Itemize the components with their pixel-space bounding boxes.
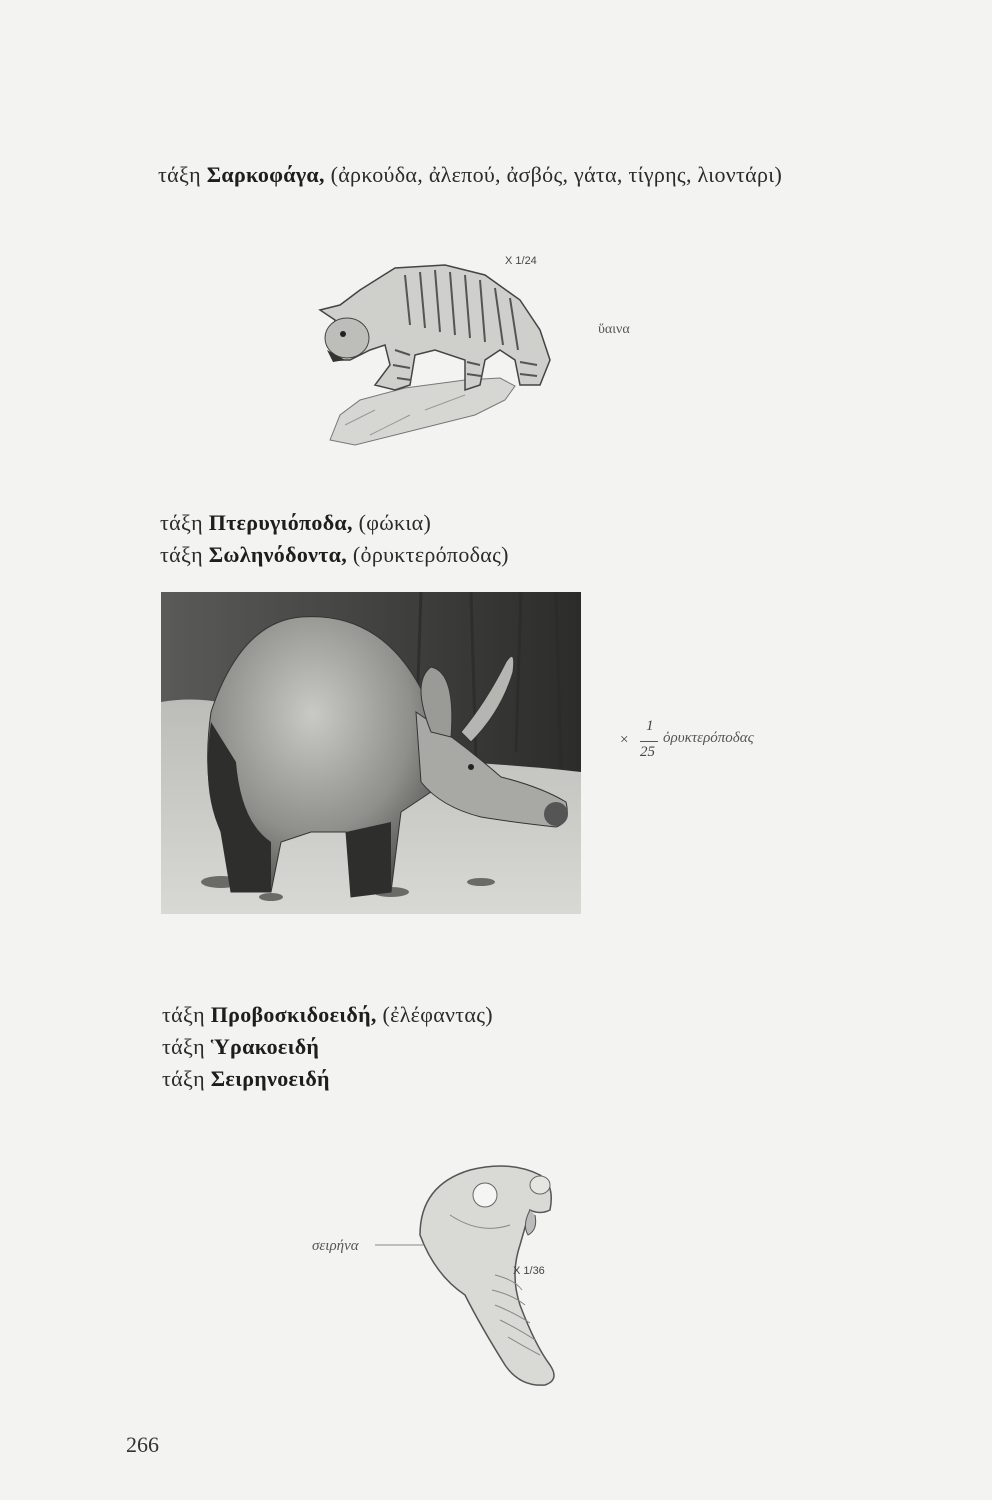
order-name: Προβοσκιδοειδή,: [210, 1002, 377, 1027]
scale-numerator: 1: [646, 718, 654, 734]
order-prefix: τάξη: [162, 1002, 205, 1027]
order-prefix: τάξη: [158, 162, 201, 187]
siren-caption: σειρήνα: [312, 1238, 359, 1254]
scale-denominator: 25: [640, 744, 655, 760]
aardvark-photo: [161, 592, 581, 914]
order-prefix: τάξη: [162, 1034, 205, 1059]
hyena-illustration: [315, 250, 575, 450]
hyena-caption: ὕαινα: [598, 322, 630, 337]
order-name: Ὑρακοειδή: [210, 1034, 320, 1059]
siren-scale: X 1/36: [513, 1265, 545, 1277]
order-tubulidentata-line: [160, 542, 509, 568]
order-prefix: τάξη: [162, 1066, 205, 1091]
order-hyracoidea-line: [162, 1034, 319, 1060]
scale-fraction-bar: [640, 741, 658, 742]
order-sirenia-line: [162, 1066, 330, 1092]
order-name: Σωληνόδοντα,: [208, 542, 348, 567]
aardvark-scale: [620, 718, 660, 768]
order-carnivora-line: [158, 162, 782, 188]
order-examples: (φώκια): [358, 510, 432, 535]
order-prefix: τάξη: [160, 510, 203, 535]
order-examples: (ἐλέφαντας): [382, 1002, 493, 1027]
scale-prefix: ×: [620, 732, 629, 748]
order-examples: (ἀρκούδα, ἀλεπού, ἀσβός, γάτα, τίγρης, λιοντάρι): [330, 162, 783, 187]
aardvark-caption: ὀρυκτερόποδας: [663, 730, 754, 746]
order-pinnipedia-line: [160, 510, 431, 536]
order-prefix: τάξη: [160, 542, 203, 567]
order-examples: (ὀρυκτερόποδας): [352, 542, 509, 567]
order-name: Σειρηνοειδή: [210, 1066, 330, 1091]
siren-illustration: [410, 1155, 570, 1390]
order-name: Σαρκοφάγα,: [206, 162, 325, 187]
order-name: Πτερυγιόποδα,: [208, 510, 353, 535]
hyena-scale: X 1/24: [505, 255, 537, 267]
page-number: 266: [126, 1432, 159, 1457]
order-proboscidea-line: [162, 1002, 493, 1028]
